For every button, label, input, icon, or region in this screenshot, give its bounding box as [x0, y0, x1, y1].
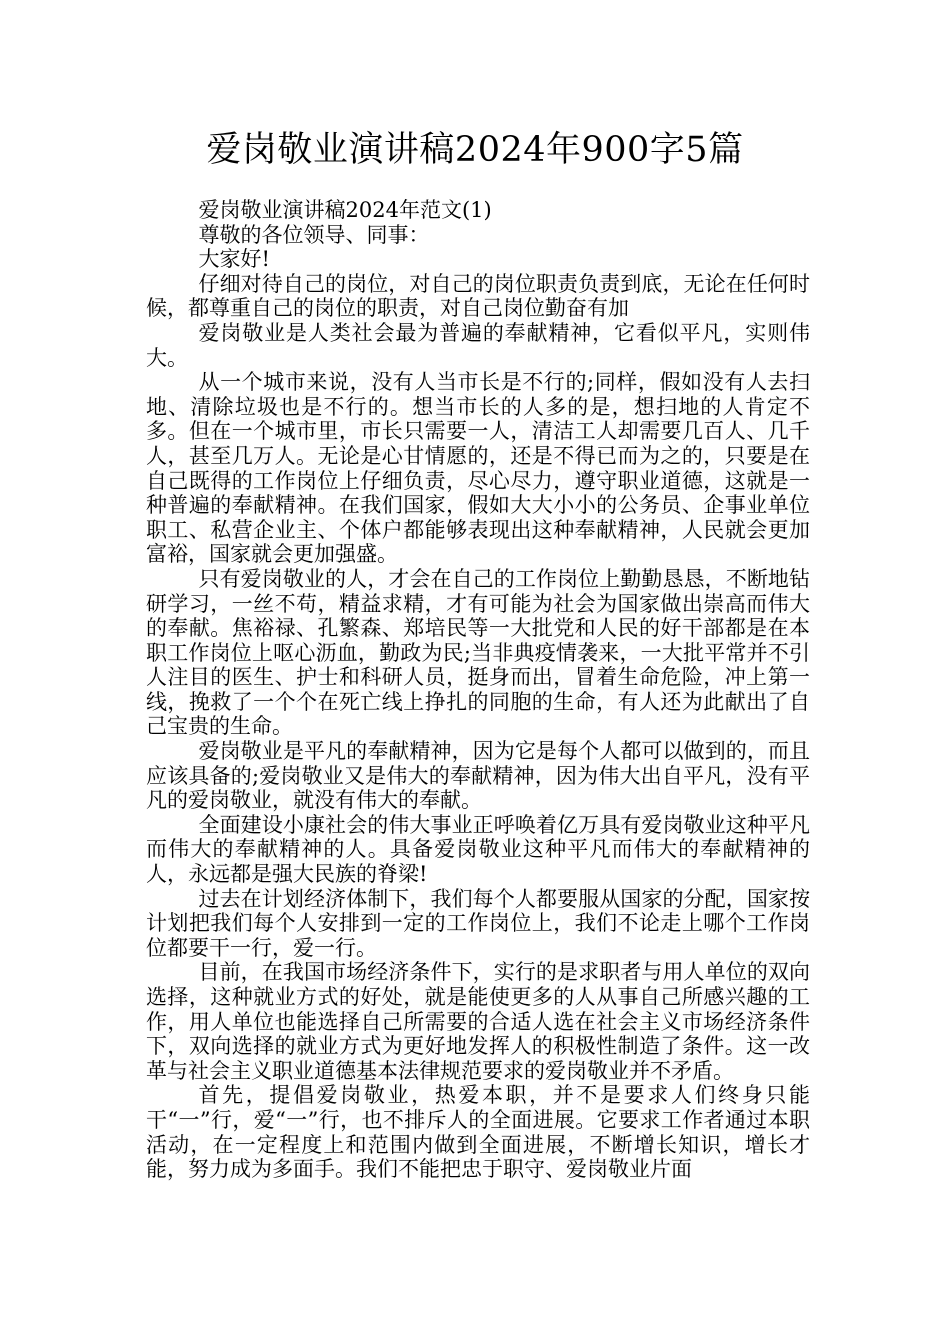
paragraph: 全面建设小康社会的伟大事业正呼唤着亿万具有爱岗敬业这种平凡而伟大的奉献精神的人。具备爱岗敬业这种平凡而伟大的奉献精神的人，永远都是强大民族的脊梁!	[146, 812, 810, 887]
paragraph: 目前，在我国市场经济条件下，实行的是求职者与用人单位的双向选择，这种就业方式的好处，就是能使更多的人从事自己所感兴趣的工作，用人单位也能选择自己所需要的合适人选在社会主义市场经济条件下，双向选择的就业方式为更好地发挥人的积极性制造了条件。这一改革与社会主义职业道德基本法律规范要求的爱岗敬业并不矛盾。	[146, 960, 810, 1083]
paragraph: 爱岗敬业是人类社会最为普遍的奉献精神，它看似平凡，实则伟大。	[146, 320, 810, 370]
paragraph: 爱岗敬业是平凡的奉献精神，因为它是每个人都可以做到的，而且应该具备的;爱岗敬业又是伟大的奉献精神，因为伟大出自平凡，没有平凡的爱岗敬业，就没有伟大的奉献。	[146, 739, 810, 813]
document-title: 爱岗敬业演讲稿2024年900字5篇	[206, 130, 744, 170]
paragraph: 过去在计划经济体制下，我们每个人都要服从国家的分配，国家按计划把我们每个人安排到一定的工作岗位上，我们不论走上哪个工作岗位都要干一行，爱一行。	[146, 886, 810, 960]
paragraph-salutation: 尊敬的各位领导、同事：	[198, 222, 430, 247]
paragraph: 只有爱岗敬业的人，才会在自己的工作岗位上勤勤恳恳，不断地钻研学习，一丝不苟，精益求精，才有可能为社会为国家做出崇高而伟大的奉献。焦裕禄、孔繁森、郑培民等一大批党和人民的好干部都是在本职工作岗位上呕心沥血，勤政为民;当非典疫情袭来，一大批平常并不引人注目的医生、护士和科研人员，挺身而出，冒着生命危险，冲上第一线，挽救了一个个在死亡线上挣扎的同胞的生命，有人还为此献出了自己宝贵的生命。	[146, 566, 810, 739]
document-body	[146, 198, 810, 1182]
paragraph-subtitle: 爱岗敬业演讲稿2024年范文(1)	[198, 198, 492, 222]
paragraph: 仔细对待自己的岗位，对自己的岗位职责负责到底，无论在任何时候，都尊重自己的岗位的职责，对自己岗位勤奋有加	[146, 271, 810, 321]
paragraph-greeting: 大家好!	[198, 247, 270, 272]
paragraph: 从一个城市来说，没有人当市长是不行的;同样，假如没有人去扫地、清除垃圾也是不行的。想当市长的人多的是，想扫地的人肯定不多。但在一个城市里，市长只需要一人，清洁工人却需要几百人、几千人，甚至几万人。无论是心甘情愿的，还是不得已而为之的，只要是在自己既得的工作岗位上仔细负责，尽心尽力，遵守职业道德，这就是一种普遍的奉献精神。在我们国家，假如大大小小的公务员、企事业单位职工、私营企业主、个体户都能够表现出这种奉献精神，人民就会更加富裕，国家就会更加强盛。	[146, 370, 810, 567]
paragraph: 首先，提倡爱岗敬业，热爱本职，并不是要求人们终身只能干“一”行，爱“一”行，也不排斥人的全面进展。它要求工作者通过本职活动，在一定程度上和范围内做到全面进展，不断增长知识，增长才能，努力成为多面手。我们不能把忠于职守、爱岗敬业片面	[146, 1083, 810, 1182]
